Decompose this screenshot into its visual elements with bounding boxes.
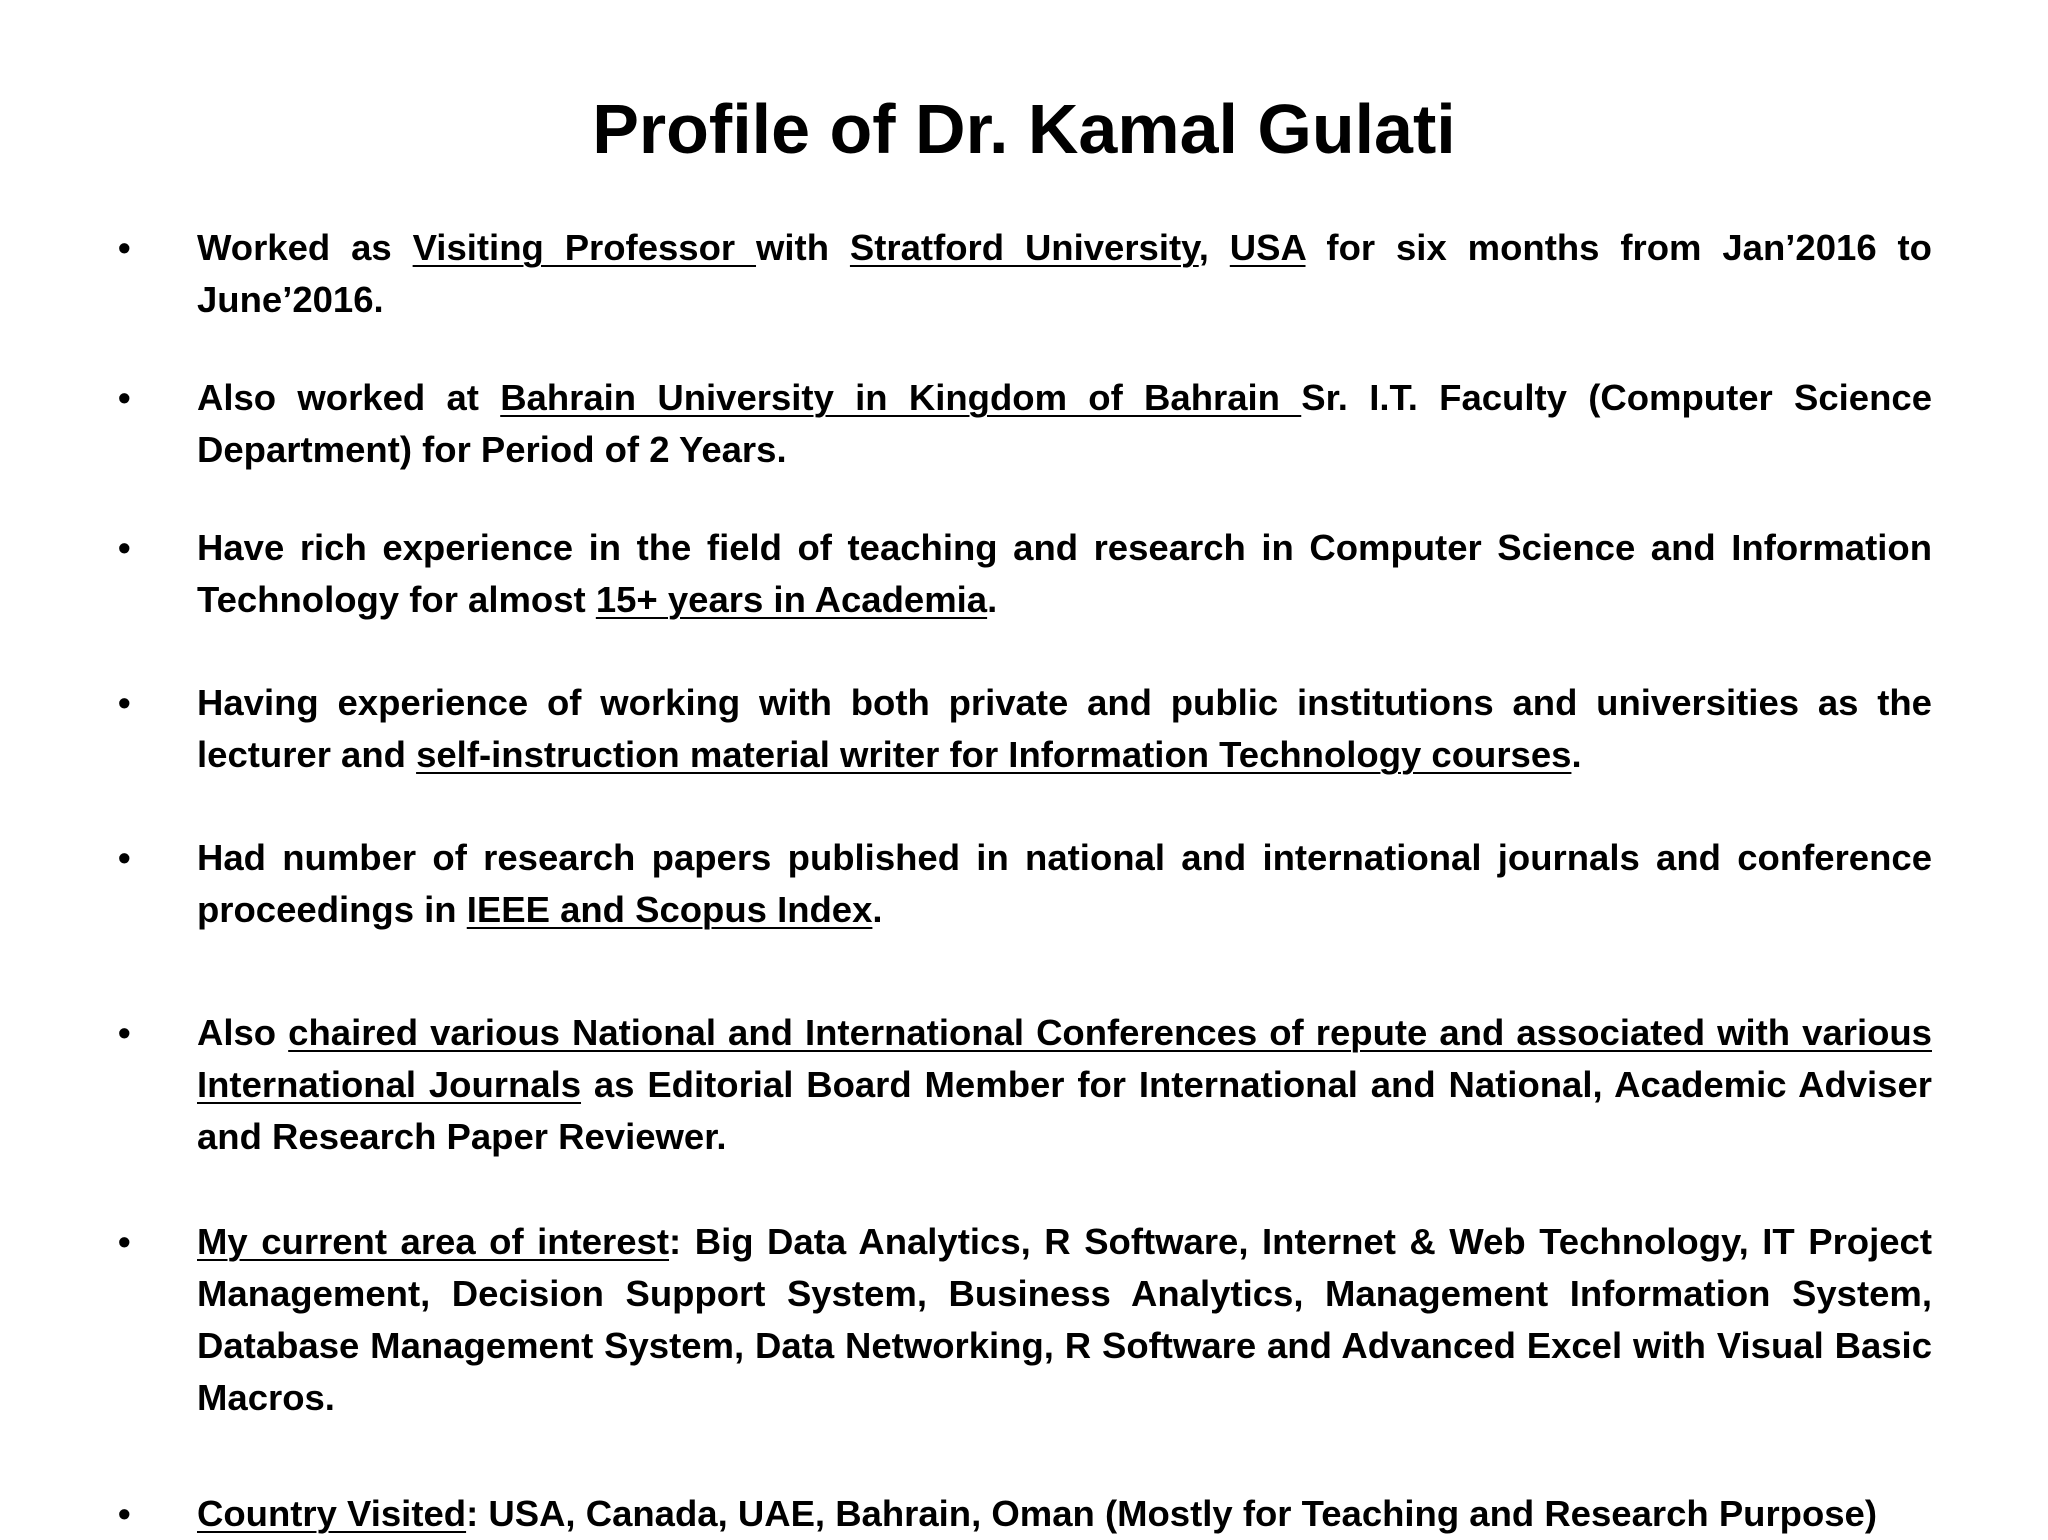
bullet-icon: • [118, 377, 131, 418]
text-run: . [872, 889, 883, 930]
bullet-text [197, 522, 1932, 626]
bullet-text [197, 677, 1932, 781]
text-run: , [1198, 227, 1230, 268]
text-run: as Editorial Board Member for International and National, Academic Adviser and Research Paper Reviewer. [197, 1064, 1932, 1157]
text-run: Sr. I.T. Faculty (Computer Science Department) for Period of 2 Years. [197, 377, 1933, 470]
text-run: . [987, 579, 998, 620]
underlined-phrase: Stratford University [849, 227, 1199, 268]
text-run: with [756, 227, 850, 268]
underlined-phrase: self-instruction material writer for Information Technology courses [416, 734, 1572, 775]
underlined-phrase: 15+ years in Academia [595, 579, 988, 620]
underlined-phrase: Country Visited [197, 1493, 467, 1534]
bullet-icon: • [118, 227, 131, 268]
bullet-text [197, 1216, 1932, 1424]
bullet-icon: • [118, 1221, 131, 1262]
text-run: Had number of research papers published in national and international journals and conference proceedings in [197, 837, 1932, 930]
underlined-phrase: IEEE and Scopus Index [466, 889, 873, 930]
bullet-icon: • [118, 682, 131, 723]
underlined-phrase: USA [1229, 227, 1306, 268]
text-run: Have rich experience in the field of teaching and research in Computer Science and Information Technology for almost [197, 527, 1932, 620]
bullet-text [197, 832, 1932, 936]
bullet-text [197, 1488, 1932, 1540]
text-run: Also [197, 1012, 289, 1053]
bullet-text [197, 372, 1932, 476]
text-run: : Big Data Analytics, R Software, Internet & Web Technology, IT Project Management, Decision Support System, Business Analytics, Management Information System, Database Management System, Data Networking, R Software and Advanced Excel with Visual Basic Macros. [197, 1221, 1932, 1418]
text-run: . [1571, 734, 1582, 775]
text-run: Having experience of working with both private and public institutions and universities as the lecturer and [197, 682, 1932, 775]
text-run: for six months from Jan’2016 to June’2016. [197, 227, 1932, 320]
bullet-icon: • [118, 1012, 131, 1053]
page-title: Profile of Dr. Kamal Gulati [592, 90, 1456, 168]
bullet-icon: • [118, 527, 131, 568]
underlined-phrase: Bahrain University in Kingdom of Bahrain [500, 377, 1302, 418]
bullet-text [197, 222, 1932, 326]
bullet-text [197, 1007, 1932, 1163]
underlined-phrase: My current area of interest [197, 1221, 670, 1262]
text-run: Also worked at [197, 377, 501, 418]
underlined-phrase: Visiting Professor [412, 227, 757, 268]
bullet-icon: • [118, 837, 131, 878]
bullet-icon: • [118, 1493, 131, 1534]
text-run: : USA, Canada, UAE, Bahrain, Oman (Mostly for Teaching and Research Purpose) [466, 1493, 1878, 1534]
text-run: Worked as [197, 227, 413, 268]
underlined-phrase: chaired various National and International Conferences of repute and associated with various International Journals [197, 1012, 1932, 1105]
